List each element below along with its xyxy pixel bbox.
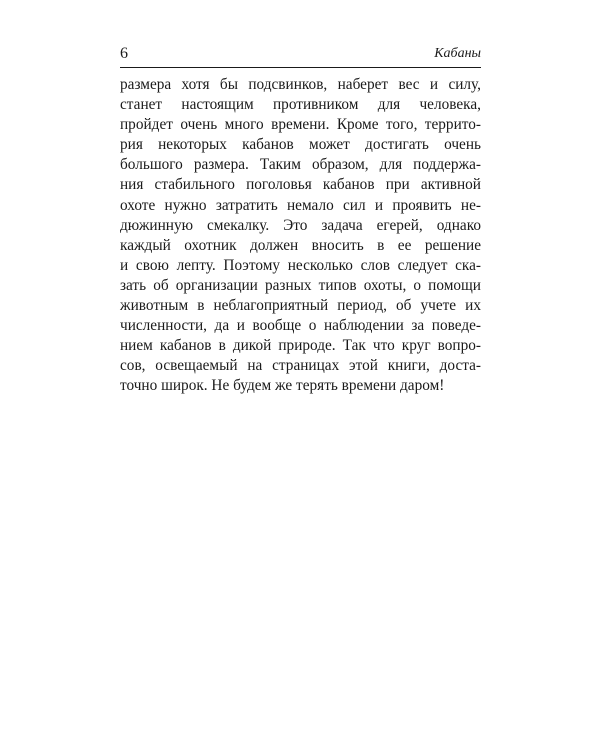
- text-line: численности, да и вообще о наблюдении за поведе-: [120, 317, 481, 335]
- text-line: размера хотя бы подсвинков, наберет вес и силу,: [120, 76, 481, 93]
- text-line: сов, освещаемый на страницах этой книги, доста-: [120, 357, 481, 375]
- running-title: Кабаны: [434, 46, 481, 61]
- page-header: [120, 44, 481, 66]
- text-line: ния стабильного поголовья кабанов при активной: [120, 176, 481, 194]
- text-line: каждый охотник должен вносить в ее решение: [120, 236, 481, 254]
- page-number: 6: [120, 45, 128, 62]
- text-line: животным в неблагоприятный период, об учете их: [120, 297, 481, 315]
- text-line: дюжинную смекалку. Это задача егерей, однако: [120, 216, 481, 234]
- body-paragraph: [120, 75, 481, 397]
- text-line: станет настоящим противником для человека,: [120, 96, 481, 114]
- text-line: охоте нужно затратить немало сил и проявить не-: [120, 196, 481, 214]
- text-line: точно широк. Не будем же терять времени даром!: [120, 377, 445, 395]
- header-rule: [120, 67, 481, 68]
- text-line: рия некоторых кабанов может достигать очень: [120, 136, 481, 154]
- text-line: зать об организации разных типов охоты, о помощи: [120, 276, 481, 294]
- text-line: нием кабанов в дикой природе. Так что круг вопро-: [120, 337, 481, 355]
- text-line: большого размера. Таким образом, для поддержа-: [120, 156, 481, 174]
- text-line: и свою лепту. Поэтому несколько слов следует ска-: [120, 256, 481, 274]
- text-line: пройдет очень много времени. Кроме того, террито-: [120, 116, 481, 134]
